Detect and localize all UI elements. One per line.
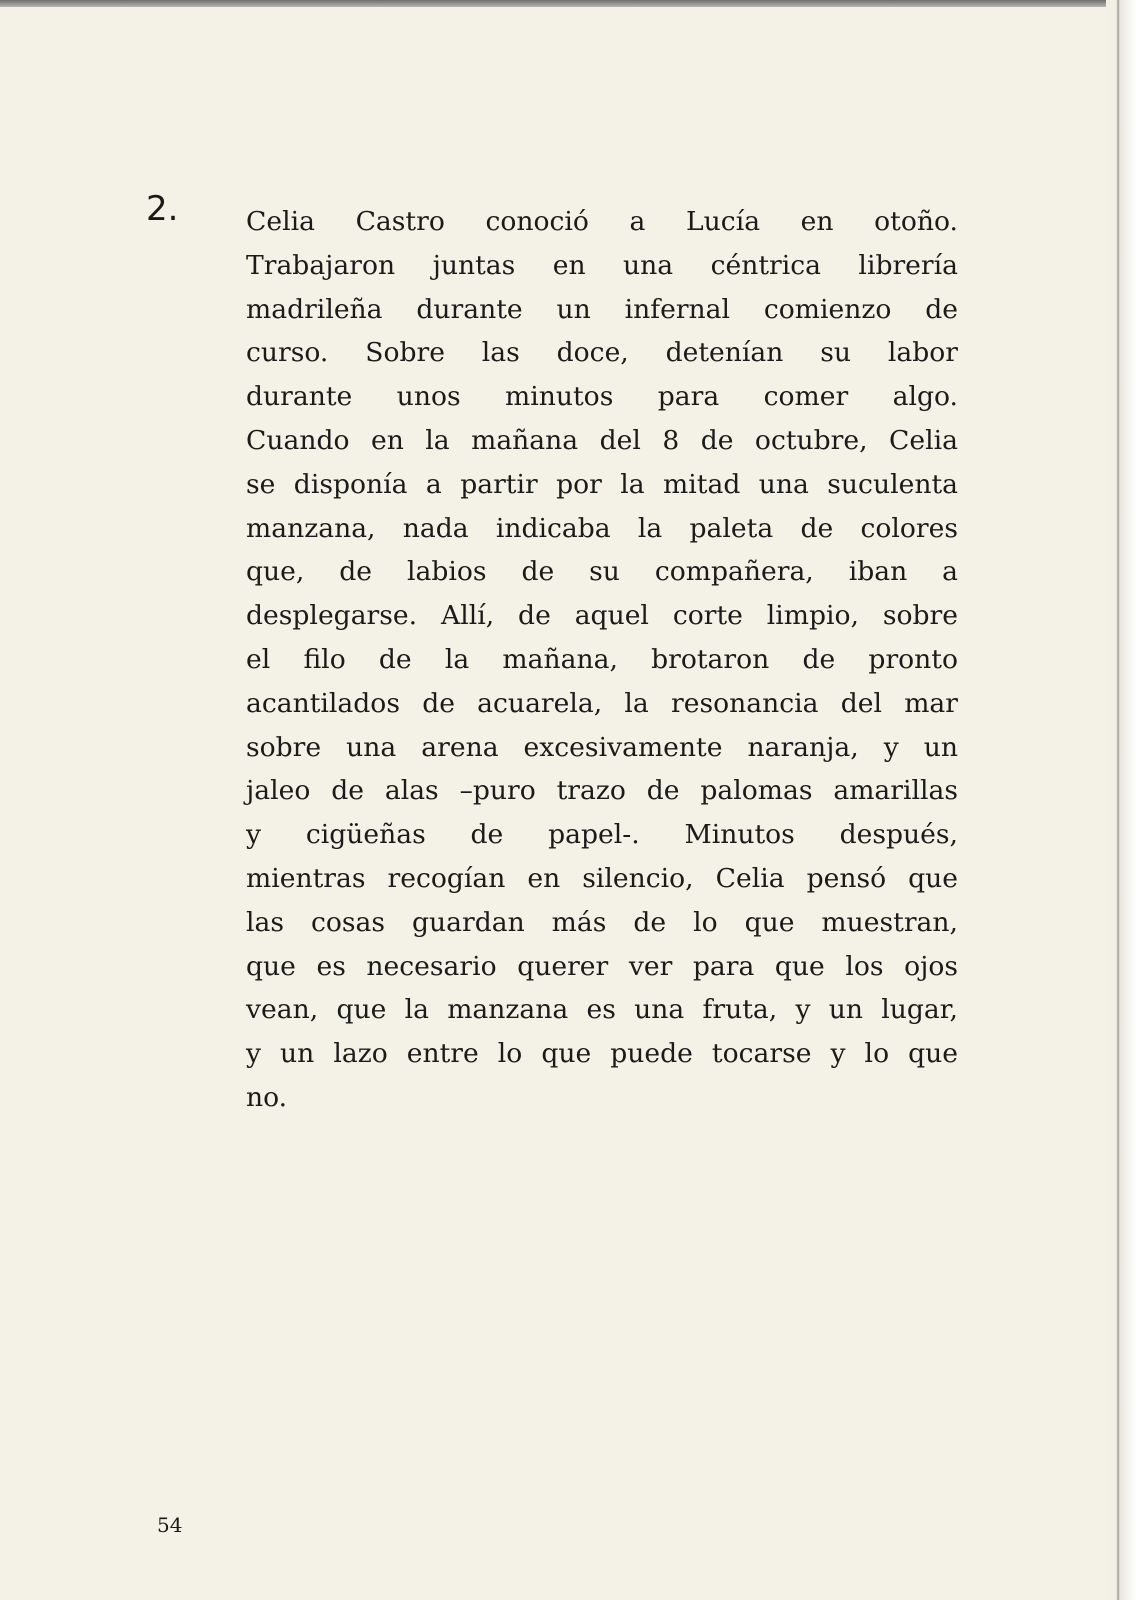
- text-line: curso. Sobre las doce, detenían su labor: [246, 337, 958, 369]
- text-line: mientras recogían en silencio, Celia pensó que: [246, 862, 958, 894]
- page-number: 54: [157, 1513, 183, 1537]
- text-line: Cuando en la mañana del 8 de octubre, Celia: [246, 424, 958, 456]
- text-line: sobre una arena excesivamente naranja, y un: [246, 731, 958, 763]
- text-line: las cosas guardan más de lo que muestran,: [246, 906, 958, 938]
- text-line: durante unos minutos para comer algo.: [246, 381, 958, 413]
- text-line: el filo de la mañana, brotaron de pronto: [246, 643, 958, 675]
- text-line: y un lazo entre lo que puede tocarse y lo que: [246, 1038, 958, 1070]
- text-line: manzana, nada indicaba la paleta de colores: [246, 512, 958, 544]
- text-line: no.: [246, 1081, 288, 1113]
- text-line: vean, que la manzana es una fruta, y un lugar,: [246, 994, 958, 1026]
- page-top-edge: [0, 0, 1136, 7]
- text-line: y cigüeñas de papel-. Minutos después,: [246, 819, 958, 851]
- text-line: acantilados de acuarela, la resonancia del mar: [246, 687, 958, 719]
- text-line: que, de labios de su compañera, iban a: [246, 556, 958, 588]
- text-line: desplegarse. Allí, de aquel corte limpio, sobre: [246, 600, 958, 632]
- section-number: 2.: [146, 189, 179, 229]
- text-line: Trabajaron juntas en una céntrica librería: [246, 249, 958, 281]
- text-line: madrileña durante un infernal comienzo de: [246, 293, 958, 325]
- page-right-edge: [1106, 0, 1136, 1600]
- text-line: que es necesario querer ver para que los ojos: [246, 950, 958, 982]
- text-line: se disponía a partir por la mitad una suculenta: [246, 468, 958, 500]
- text-line: jaleo de alas –puro trazo de palomas amarillas: [246, 775, 958, 807]
- text-line: Celia Castro conoció a Lucía en otoño.: [246, 206, 958, 237]
- paragraph: [246, 200, 958, 1120]
